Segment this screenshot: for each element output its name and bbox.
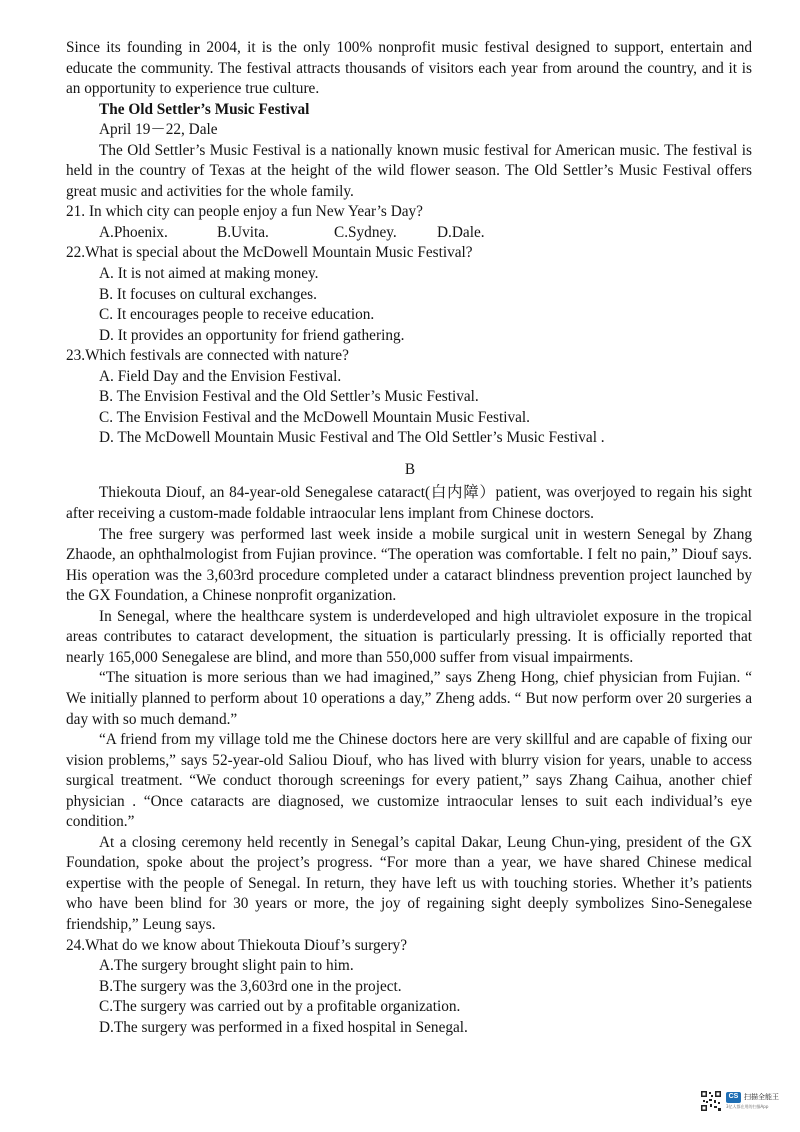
question-23-option-c: C. The Envision Festival and the McDowell Mountain Music Festival. (99, 408, 530, 426)
question-24-option-a: A.The surgery brought slight pain to him. (99, 957, 354, 975)
question-22-stem: 22.What is special about the McDowell Mountain Music Festival? (66, 244, 473, 262)
question-21-option-c: C.Sydney. (334, 223, 397, 241)
question-24-option-d: D.The surgery was performed in a fixed hospital in Senegal. (99, 1018, 468, 1036)
scanner-watermark (700, 1089, 790, 1113)
qr-code-icon (700, 1090, 722, 1112)
passage-b-paragraph-4: “The situation is more serious than we had imagined,” says Zheng Hong, chief physician from Fujian. “ We initially planned to perform about 10 operations a day,” Zheng adds. “ But now perform over 20 surgeries a day with so much demand.” (66, 669, 752, 728)
passage-b-paragraph-3: In Senegal, where the healthcare system is underdeveloped and high ultraviolet exposure in the tropical areas contributes to cataract development, the situation is particularly pressing. It is officially reported that nearly 165,000 Senegalese are blind, and more than 550,000 suffer from visual impairments. (66, 607, 752, 666)
question-23-option-a: A. Field Day and the Envision Festival. (99, 367, 342, 385)
passage-b-paragraph-2: The free surgery was performed last week inside a mobile surgical unit in western Senegal by Zhang Zhaode, an ophthalmologist from Fujian province. “The operation was comfortable. I felt no pain,” Diouf says. His operation was the 3,603rd procedure completed under a cataract blindness prevention project launched by the GX Foundation, a Chinese nonprofit organization. (66, 525, 752, 605)
camscanner-logo-icon: CS (726, 1092, 741, 1103)
scanner-title: 扫描全能王 (744, 1093, 779, 1101)
intro-paragraph: Since its founding in 2004, it is the only 100% nonprofit music festival designed to support, entertain and educate the community. The festival attracts thousands of visitors each year from around the country, and it is an opportunity to experience true culture. (66, 39, 752, 98)
question-24-stem: 24.What do we know about Thiekouta Diouf’s surgery? (66, 936, 407, 954)
question-23-option-d: D. The McDowell Mountain Music Festival and The Old Settler’s Music Festival . (99, 429, 605, 447)
question-24-option-b: B.The surgery was the 3,603rd one in the project. (99, 977, 402, 995)
question-21-option-a: A.Phoenix. (99, 223, 168, 241)
passage-b-paragraph-6: At a closing ceremony held recently in Senegal’s capital Dakar, Leung Chun-ying, president of the GX Foundation, spoke about the project’s progress. “For more than a year, we have shared Chinese medical expertise with the people of Senegal. In return, they have left us with touching stories. Whether it’s patients who have been blind for 30 years or more, the joy of regaining sight deeply symbolizes Sino-Senegalese friendship,” Leung says. (66, 833, 752, 933)
question-21-option-d: D.Dale. (437, 223, 485, 241)
document-body (66, 38, 752, 1038)
question-23-stem: 23.Which festivals are connected with nature? (66, 347, 349, 365)
question-22-option-c: C. It encourages people to receive education. (99, 306, 375, 324)
question-21-stem: 21. In which city can people enjoy a fun New Year’s Day? (66, 203, 423, 221)
festival-title: The Old Settler’s Music Festival (99, 100, 310, 118)
festival-date: April 19－22, Dale (99, 121, 218, 139)
passage-b-paragraph-1: Thiekouta Diouf, an 84-year-old Senegalese cataract(白内障）patient, was overjoyed to regain his sight after receiving a custom-made foldable intraocular lens implant from Chinese doctors. (66, 484, 752, 523)
question-22-option-b: B. It focuses on cultural exchanges. (99, 285, 317, 303)
scanner-label (726, 1092, 779, 1111)
question-23-option-b: B. The Envision Festival and the Old Settler’s Music Festival. (99, 388, 479, 406)
section-b-heading: B (404, 460, 416, 478)
question-24-option-c: C.The surgery was carried out by a profitable organization. (99, 998, 461, 1016)
question-21-options (66, 223, 752, 244)
passage-b-paragraph-5: “A friend from my village told me the Chinese doctors here are very skillful and are capable of fixing our vision problems,” says 52-year-old Saliou Diouf, who has lived with blurry vision for years, unable to access surgical treatment. “We conduct thorough screenings for every patient,” says Zhang Caihua, another chief physician . “Once cataracts are diagnosed, we customize intraocular lenses to suit each individual’s eye condition.” (66, 731, 752, 831)
question-22-option-a: A. It is not aimed at making money. (99, 265, 319, 283)
question-22-option-d: D. It provides an opportunity for friend gathering. (99, 326, 405, 344)
scanner-subtitle: 3亿人都在用的扫描App (726, 1103, 769, 1109)
question-21-option-b: B.Uvita. (217, 223, 269, 241)
festival-description: The Old Settler’s Music Festival is a nationally known music festival for American music. The festival is held in the country of Texas at the height of the wild flower season. The Old Settler’s Music Festival offers great music and activities for the whole family. (66, 141, 752, 200)
